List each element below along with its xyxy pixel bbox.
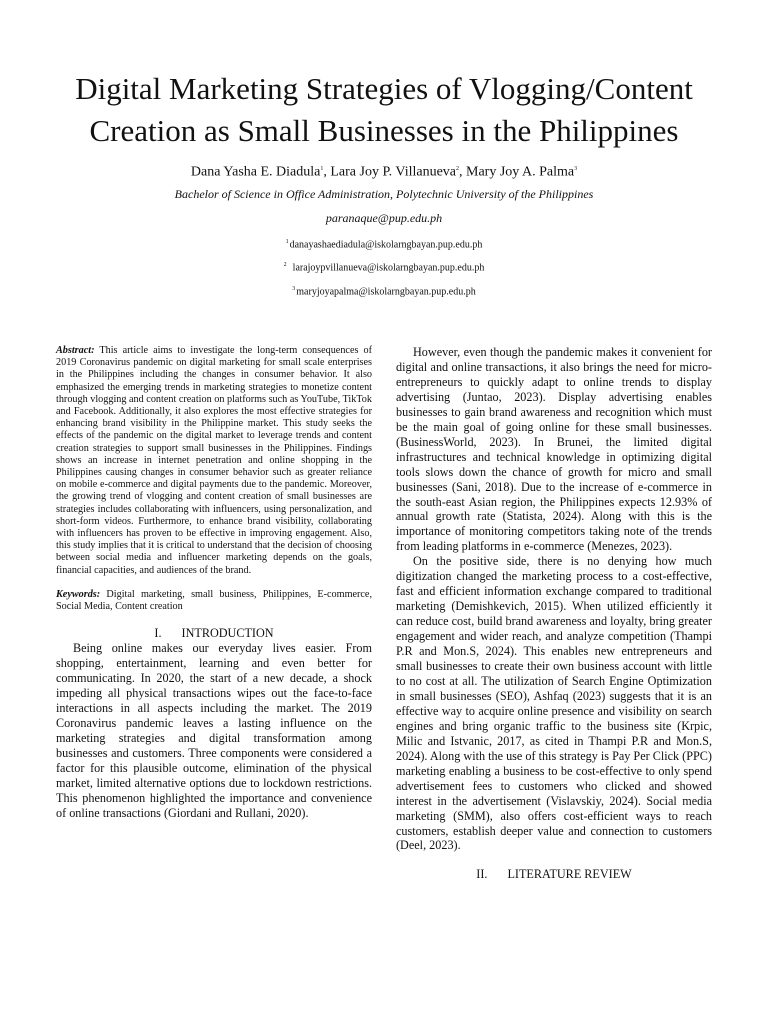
section-title: INTRODUCTION	[181, 626, 274, 641]
section-number: II.	[476, 867, 488, 882]
section-heading-introduction	[56, 626, 372, 641]
email-mark: 1	[285, 239, 289, 245]
author-email	[40, 235, 728, 252]
abstract	[56, 345, 372, 577]
author-mark: 3	[574, 166, 578, 172]
section-title: LITERATURE REVIEW	[507, 867, 632, 882]
keywords-label: Keywords:	[56, 588, 101, 600]
email-address: danayashaediadula@iskolarngbayan.pup.edu.ph	[289, 239, 483, 251]
affiliation-email: paranaque@pup.edu.ph	[325, 211, 443, 225]
email-mark: 3	[292, 286, 296, 292]
abstract-text: This article aims to investigate the long-term consequences of 2019 Coronavirus pandemic on digital marketing for small scale enterprises in the Philippines including the changes in consumer behavior. It also emphasized the emerging trends in marketing strategies to monetize content through vlogging and content creation on platforms such as YouTube, TikTok and Facebook. Additionally, it also explores the most effective strategies for enhancing brand visibility in the Philippine market. This study seeks the effects of the pandemic on the digital market to leverage trends and content creation strategies to support small businesses in the Philippines. Findings shows an increase in internet penetration and online shopping in the Philippines causing changes in consumer behavior such as greater reliance on mobile e-commerce and digital payments due to the pandemic. Moreover, the growing trend of vlogging and content creation of small businesses are strategies includes collaborating with influencers, using personalization, and short-form videos. Furthermore, to enhance brand visibility, collaborating with influencers has proven to be effective in improving engagement. Also, this study implies that it is critical to understand that the decision of choosing between social media and influencer marketing depends on the goals, financial capacities, and audiences of the brand.	[56, 345, 372, 576]
author-name: Mary Joy A. Palma	[466, 164, 575, 180]
left-column	[56, 345, 372, 821]
affiliation: Bachelor of Science in Office Administration, Polytechnic University of the Philippines	[174, 187, 594, 201]
author-mark: 1	[320, 166, 324, 172]
author-email	[40, 282, 728, 299]
abstract-label: Abstract:	[56, 345, 95, 356]
author-name: Dana Yasha E. Diadula	[190, 164, 321, 180]
section-heading-literature-review	[396, 867, 712, 882]
email-address: maryjoyapalma@iskolarngbayan.pup.edu.ph	[296, 286, 476, 298]
body-paragraph: On the positive side, there is no denying how much digitization changed the marketing process to a cost-effective, fast and efficient information exchange compared to traditional marketing (Demishkevich, 2015). When utilized efficiently it can reduce cost, build brand awareness and loyalty, bring greater engagement and wider reach, and analyze competition (Thampi P.R and Mon.S, 2024). This enables new entrepreneurs and small businesses to create their own business account with little to no cost at all. The utilization of Search Engine Optimization in small businesses (SEO), Ashfaq (2023) suggests that it is an effective way to acquire online presence and visibility on search engines and bring organic traffic to the business site (Krpic, Milic and Istvanic, 2017, as cited in Thampi P.R and Mon.S, 2024). Along with the use of this strategy is Pay Per Click (PPC) marketing enabling a business to be cost-effective to only spend advertisement fees to customers who clicked and showed interest in the advertisement (Vislavskiy, 2024). Social media marketing (SMM), also offers cost-efficient ways to reach customers, establish deeper value and connection to customers (Deel, 2023).	[396, 554, 712, 853]
author-name: Lara Joy P. Villanueva	[330, 164, 457, 180]
author-mark: 2	[456, 166, 460, 172]
section-number: I.	[154, 626, 162, 641]
author-email	[40, 258, 728, 275]
email-address: larajoypvillanueva@iskolarngbayan.pup.edu.ph	[292, 262, 485, 274]
paper-title: Digital Marketing Strategies of Vlogging/Content Creation as Small Businesses in the Philippines	[75, 71, 693, 148]
right-column	[396, 345, 712, 882]
keywords-text: Digital marketing, small business, Philippines, E-commerce, Social Media, Content creation	[56, 588, 372, 613]
email-mark: 2	[283, 262, 287, 268]
intro-paragraph: Being online makes our everyday lives easier. From shopping, entertainment, learning and even better for communicating. In 2020, the start of a new decade, a shock impeding all physical transactions wipes out the face-to-face interactions in all aspects including the market. The 2019 Coronavirus pandemic leaves a lasting influence on the marketing strategies and digital transformation among businesses and customers. Three components were considered a factor for this plausible outcome, elimination of the physical market, limited alternative options due to lockdown restrictions. This phenomenon highlighted the importance and convenience of online transactions (Giordani and Rullani, 2020).	[56, 641, 372, 820]
body-paragraph: However, even though the pandemic makes it convenient for digital and online transactions, it also brings the need for micro-entrepreneurs to quickly adapt to online trends to display advertising (Juntao, 2023). Display advertising enables businesses to gain brand awareness and recognition which must be the main goal of going online for these small businesses. (BusinessWorld, 2023). In Brunei, the limited digital infrastructures and technical knowledge in optimizing digital tools slows down the chance of growth for micro and small businesses (Sani, 2018). Due to the increase of e-commerce in the south-east Asian region, the Philippines expects 12.93% of annual growth rate (Statista, 2024). Along with this is the importance of monitoring competitors taking note of the trends from leading platforms in e-commerce (Menezes, 2023).	[396, 345, 712, 554]
author-list: Dana Yasha E. Diadula$^1$, Lara Joy P. Villanueva$^2$, Mary Joy A. Palma$^3$	[190, 164, 578, 180]
keywords	[56, 589, 372, 613]
